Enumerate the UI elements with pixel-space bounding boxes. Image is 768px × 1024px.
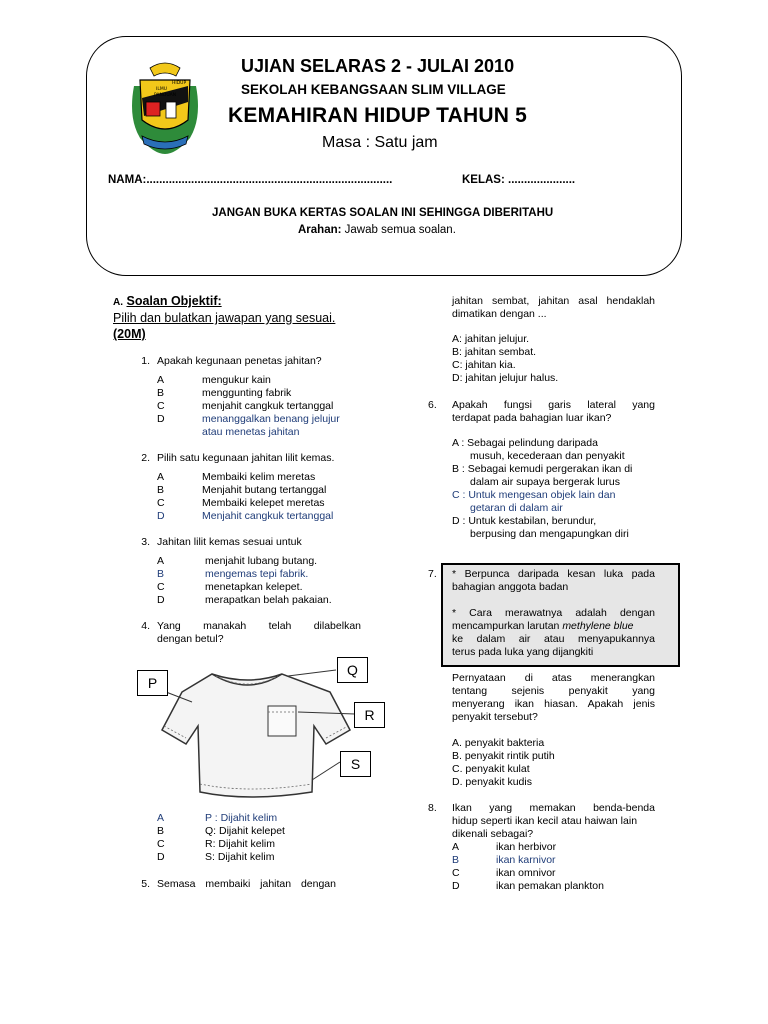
question-number: 4. [141,620,150,632]
question-number: 7. [428,568,437,580]
exam-duration: Masa : Satu jam [322,134,438,151]
statement-line: * Berpunca daripada kesan luka pada [452,568,655,580]
option-letter[interactable]: B [157,484,165,496]
option-letter[interactable]: C [157,838,165,850]
diagram-label-p: P [137,670,168,696]
option-text[interactable]: D : Untuk kestabilan, berundur, [452,515,597,527]
option-text[interactable]: C. penyakit kulat [452,763,530,775]
question-number: 1. [141,355,150,367]
question-number: 5. [141,878,150,890]
question-text-cont: tentang sejenis penyakit yang [452,685,655,697]
question-text-cont: dimatikan dengan ... [452,308,547,320]
statement-text: mencampurkan larutan [452,620,560,632]
question-text: Semasa membaiki jahitan dengan [157,878,336,890]
class-field: KELAS: ..................... [462,174,576,186]
question-text: Ikan yang memakan benda-benda [452,802,655,814]
option-text[interactable]: mengukur kain [202,374,271,386]
option-text[interactable]: Q: Dijahit kelepet [205,825,285,837]
option-text[interactable]: Membaiki kelim meretas [202,471,316,483]
option-letter[interactable]: C [157,581,165,593]
option-letter[interactable]: D [157,594,165,606]
option-letter[interactable]: D [157,510,165,522]
option-text-cont[interactable]: atau menetas jahitan [202,426,300,438]
question-text: Apakah kegunaan penetas jahitan? [157,355,322,367]
exam-title: UJIAN SELARAS 2 - JULAI 2010 [241,56,515,76]
section-letter: A. [113,297,123,308]
option-text[interactable]: A. penyakit bakteria [452,737,545,749]
option-text[interactable]: ikan herbivor [496,841,557,853]
section-instruction: Pilih dan bulatkan jawapan yang sesuai. [113,311,336,325]
question-text: Jahitan lilit kemas sesuai untuk [157,536,302,548]
subject-title: KEMAHIRAN HIDUP TAHUN 5 [228,104,527,127]
svg-text:ILMU: ILMU [156,87,168,92]
instruction-label: Arahan: [298,224,342,236]
option-letter[interactable]: C [452,867,460,879]
option-text[interactable]: C: jahitan kia. [452,359,516,371]
option-text[interactable]: ikan pemakan plankton [496,880,604,892]
option-letter[interactable]: B [157,825,165,837]
question-text-cont: jahitan sembat, jahitan asal hendaklah [452,295,655,307]
option-text[interactable]: B : Sebagai kemudi pergerakan ikan di [452,463,633,475]
statement-chemical: methylene blue [562,620,634,632]
option-text-cont[interactable]: musuh, kecederaan dan penyakit [470,450,625,462]
option-letter[interactable]: C [157,497,165,509]
option-text[interactable]: B: jahitan sembat. [452,346,537,358]
option-text[interactable]: D: jahitan jelujur halus. [452,372,559,384]
instruction-body: Jawab semua soalan. [344,224,456,236]
option-text[interactable]: R: Dijahit kelim [205,838,276,850]
name-field: NAMA:............................................................................. [108,174,393,186]
option-text-cont[interactable]: getaran di dalam air [470,502,563,514]
statement-line: terus pada luka yang dijangkiti [452,646,594,658]
option-text[interactable]: menanggalkan benang jelujur [202,413,340,425]
question-text-cont: hidup seperti ikan kecil atau haiwan lain [452,815,638,827]
option-text[interactable]: A: jahitan jelujur. [452,333,530,345]
option-text[interactable]: B. penyakit rintik putih [452,750,555,762]
diagram-label-s: S [340,751,371,777]
statement-line [452,620,634,633]
question-text: Pernyataan di atas menerangkan [452,672,655,684]
option-text[interactable]: S: Dijahit kelim [205,851,275,863]
question-text: Apakah fungsi garis lateral yang [452,399,655,411]
option-text[interactable]: D. penyakit kudis [452,776,532,788]
question-number: 3. [141,536,150,548]
question-number: 8. [428,802,437,814]
option-text[interactable]: menetapkan kelepet. [205,581,303,593]
option-text-cont[interactable]: dalam air supaya bergerak lurus [470,476,620,488]
option-text[interactable]: merapatkan belah pakaian. [205,594,332,606]
option-text[interactable]: menjahit cangkuk tertanggal [202,400,334,412]
statement-line: bahagian anggota badan [452,581,569,593]
diagram-label-q: Q [337,657,368,683]
option-text[interactable]: A : Sebagai pelindung daripada [452,437,598,449]
question-text-cont: penyakit tersebut? [452,711,538,723]
option-letter[interactable]: A [157,555,165,567]
option-letter[interactable]: A [452,841,460,853]
option-text[interactable]: Menjahit cangkuk tertanggal [202,510,334,522]
question-text: Yang manakah telah dilabelkan [157,620,361,632]
option-text[interactable]: menjahit lubang butang. [205,555,318,567]
question-number: 2. [141,452,150,464]
option-letter[interactable]: A [157,471,165,483]
option-text[interactable]: menggunting fabrik [202,387,292,399]
statement-line: * Cara merawatnya adalah dengan [452,607,655,619]
instruction-text [298,224,456,236]
question-number: 6. [428,399,437,411]
option-letter[interactable]: B [157,568,165,580]
question-text-cont: menyerang ikan hiasan. Apakah jenis [452,698,655,710]
school-name: SEKOLAH KEBANGSAAN SLIM VILLAGE [241,82,506,97]
option-letter[interactable]: A [157,812,165,824]
question-text-cont: dikenali sebagai? [452,828,534,840]
question-text-cont: dengan betul? [157,633,224,645]
option-text[interactable]: ikan omnivor [496,867,556,879]
option-text[interactable]: ikan karnivor [496,854,556,866]
question-text: Pilih satu kegunaan jahitan lilit kemas. [157,452,335,464]
warning-text: JANGAN BUKA KERTAS SOALAN INI SEHINGGA DIBERITAHU [212,207,554,219]
option-text[interactable]: Menjahit butang tertanggal [202,484,327,496]
section-title: Soalan Objektif: [126,294,222,308]
option-text-cont[interactable]: berpusing dan mengapungkan diri [470,528,629,540]
section-heading [113,294,222,308]
option-letter[interactable]: D [452,880,460,892]
section-marks: (20M) [113,327,146,341]
option-letter[interactable]: A [157,374,165,386]
question-text-cont: terdapat pada bahagian luar ikan? [452,412,612,424]
statement-line: ke dalam air atau menyapukannya [452,633,655,645]
option-letter[interactable]: D [157,413,165,425]
option-letter[interactable]: C [157,400,165,412]
option-letter[interactable]: B [452,854,460,866]
option-text[interactable]: C : Untuk mengesan objek lain dan [452,489,616,501]
svg-text:HIDUP: HIDUP [172,81,187,86]
option-text[interactable]: Membaiki kelepet meretas [202,497,325,509]
option-letter[interactable]: B [157,387,165,399]
svg-text:PANDUAN: PANDUAN [154,93,177,98]
diagram-label-r: R [354,702,385,728]
option-letter[interactable]: D [157,851,165,863]
school-crest-logo [126,58,204,158]
option-text[interactable]: mengemas tepi fabrik. [205,568,309,580]
option-text[interactable]: P : Dijahit kelim [205,812,278,824]
